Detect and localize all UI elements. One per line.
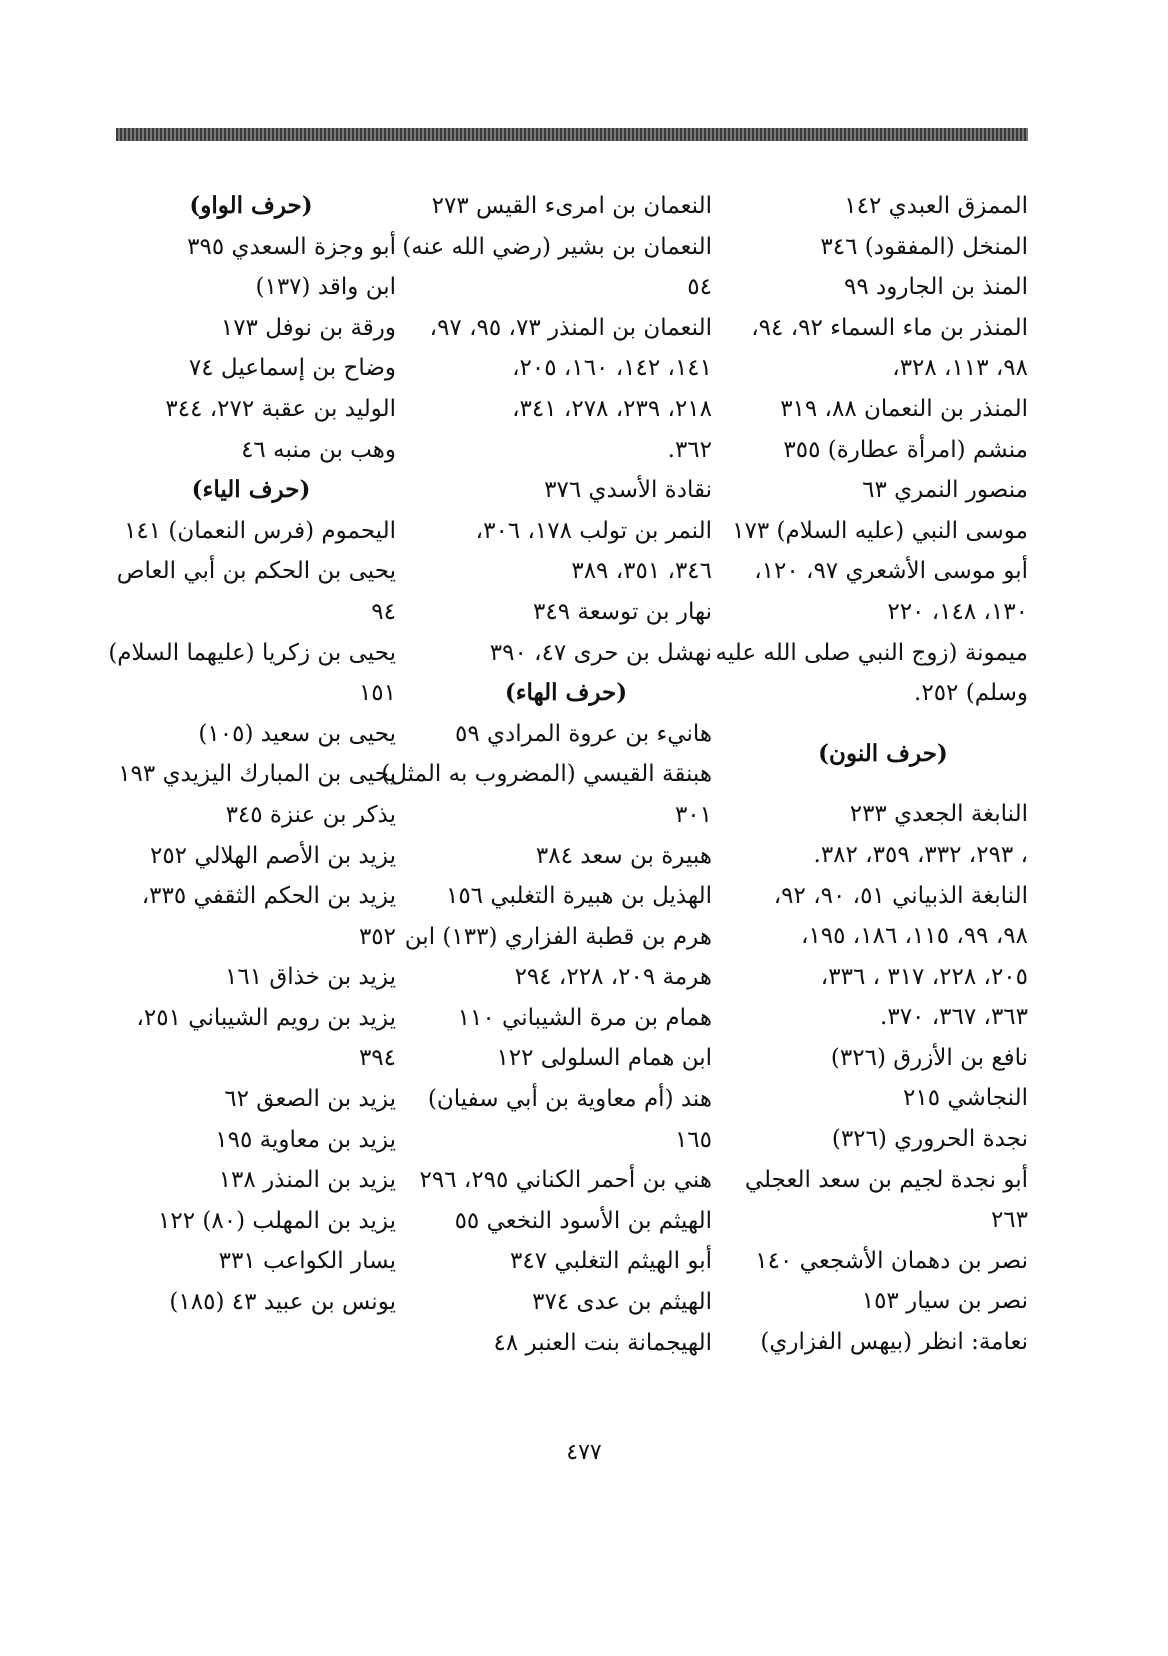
index-entry: منصور النمري ٦٣	[862, 477, 1028, 504]
top-rule	[116, 128, 1028, 141]
index-entry: النابغة الجعدي ٢٣٣	[849, 801, 1028, 828]
spacer	[738, 714, 1028, 734]
index-entry: المنخل (المفقود) ٣٤٦	[820, 233, 1028, 260]
index-entry: يونس بن عبيد ٤٣ (١٨٥)	[169, 1289, 396, 1316]
index-entry: المنذر بن النعمان ٨٨، ٣١٩	[780, 395, 1028, 422]
index-entry: ١٤١، ١٤٢، ١٦٠، ٢٠٥،	[512, 355, 712, 382]
index-entry: نصر بن دهمان الأشجعي ١٤٠	[755, 1247, 1028, 1274]
index-entry: نقادة الأسدي ٣٧٦	[544, 477, 712, 504]
index-entry: وضاح بن إسماعيل ٧٤	[188, 355, 396, 382]
index-entry: هرمة ٢٠٩، ٢٢٨، ٢٩٤	[514, 964, 712, 991]
index-entry: ٣٩٤	[358, 1045, 396, 1072]
index-entry: ابن واقد (١٣٧)	[255, 274, 396, 301]
index-entry: الهيثم بن عدى ٣٧٤	[532, 1289, 712, 1316]
index-entry: يحيى بن زكريا (عليهما السلام)	[108, 639, 396, 666]
index-entry: أبو موسى الأشعري ٩٧، ١٢٠،	[754, 558, 1028, 585]
index-entry: أبو نجدة لجيم بن سعد العجلي	[744, 1166, 1028, 1193]
spacer	[738, 774, 1028, 794]
column-middle	[381, 186, 712, 1363]
index-entry: ٥٤	[687, 274, 712, 301]
index-entry: ١٦٥	[674, 1126, 712, 1153]
index-entry: هبنقة القيسي (المضروب به المثل)	[381, 761, 712, 788]
index-entry: ٢١٨، ٢٣٩، ٢٧٨، ٣٤١،	[512, 395, 712, 422]
index-entry: النمر بن تولب ١٧٨، ٣٠٦،	[475, 517, 712, 544]
index-entry: وسلم) ٢٥٢.	[914, 680, 1028, 707]
index-entry: ميمونة (زوج النبي صلى الله عليه	[715, 639, 1028, 666]
index-entry: ٣٦٣، ٣٦٧، ٣٧٠.	[880, 1004, 1028, 1031]
section-heading: (حرف الهاء)	[504, 679, 628, 707]
index-entry: الهيجمانة بنت العنبر ٤٨	[493, 1329, 712, 1356]
section-heading: (حرف الواو)	[189, 192, 313, 219]
index-entry: يزيد بن خذاق ١٦١	[225, 964, 396, 991]
index-entry: ، ٢٩٣، ٣٣٢، ٣٥٩، ٣٨٢.	[813, 841, 1028, 868]
index-entry: هبيرة بن سعد ٣٨٤	[535, 842, 712, 869]
index-entry: نهشل بن حرى ٤٧، ٣٩٠	[489, 639, 712, 666]
index-entry: يسار الكواعب ٣٣١	[218, 1248, 396, 1275]
index-entry: أبو وجزة السعدي ٣٩٥	[187, 233, 396, 260]
index-entry: هرم بن قطبة الفزاري (١٣٣) ابن	[404, 923, 712, 950]
index-entry: نصر بن سيار ١٥٣	[861, 1288, 1028, 1315]
index-entry: همام بن مرة الشيباني ١١٠	[457, 1004, 712, 1031]
index-entry: يزيد بن المهلب (٨٠) ١٢٢	[158, 1207, 396, 1234]
index-entry: ٣٤٦، ٣٥١، ٣٨٩	[571, 558, 712, 585]
index-entry: نافع بن الأزرق (٣٢٦)	[830, 1044, 1028, 1071]
index-entry: نهار بن توسعة ٣٤٩	[532, 598, 712, 625]
index-entry: ٣٥٢	[358, 923, 396, 950]
index-entry: ١٣٠، ١٤٨، ٢٢٠	[887, 598, 1028, 625]
index-entry: يزيد بن معاوية ١٩٥	[215, 1126, 396, 1153]
index-entry: الوليد بن عقبة ٢٧٢، ٣٤٤	[165, 395, 396, 422]
column-left	[106, 186, 396, 1323]
index-entry: يزيد بن رويم الشيباني ٢٥١،	[136, 1004, 396, 1031]
index-entry: ٩٤	[371, 598, 396, 625]
index-entry: هانيء بن عروة المرادي ٥٩	[455, 720, 712, 747]
index-entry: هني بن أحمر الكناني ٢٩٥، ٢٩٦	[419, 1167, 712, 1194]
page-number: ٤٧٧	[566, 1440, 602, 1465]
index-entry: النجاشي ٢١٥	[902, 1085, 1028, 1112]
index-entry: الهذيل بن هبيرة التغلبي ١٥٦	[445, 883, 712, 910]
index-entry: يزيد بن الأصم الهلالي ٢٥٢	[149, 842, 396, 869]
column-right	[715, 186, 1028, 1363]
index-entry: ورقة بن نوفل ١٧٣	[220, 314, 396, 341]
index-entry: الممزق العبدي ١٤٢	[844, 193, 1028, 219]
index-entry: موسى النبي (عليه السلام) ١٧٣	[732, 517, 1028, 544]
index-entry: ٢٠٥، ٢٢٨، ٣١٧ ، ٣٣٦،	[820, 963, 1028, 990]
index-entry: أبو الهيثم التغلبي ٣٤٧	[509, 1248, 712, 1275]
index-entry: المنذ بن الجارود ٩٩	[844, 274, 1028, 301]
index-entry: ٩٨، ٩٩، ١١٥، ١٨٦، ١٩٥،	[801, 923, 1028, 950]
index-entry: وهب بن منبه ٤٦	[241, 436, 396, 463]
index-entry: ٣٠١	[674, 801, 712, 828]
index-entry: ٩٨، ١١٣، ٣٢٨،	[892, 355, 1028, 382]
index-entry: النعمان بن المنذر ٧٣، ٩٥، ٩٧،	[429, 314, 712, 341]
index-entry: ٣٦٢.	[667, 436, 712, 463]
index-entry: اليحموم (فرس النعمان) ١٤١	[124, 517, 396, 544]
index-entry: نعامة: انظر (بيهس الفزاري)	[760, 1329, 1028, 1356]
index-entry: ١٥١	[358, 680, 396, 707]
index-entry: يزيد بن المنذر ١٣٨	[218, 1167, 396, 1194]
index-entry: يحيى بن الحكم بن أبي العاص	[116, 558, 396, 585]
index-entry: المنذر بن ماء السماء ٩٢، ٩٤،	[751, 314, 1028, 341]
index-entry: الهيثم بن الأسود النخعي ٥٥	[454, 1207, 712, 1234]
index-entry: ٢٦٣	[990, 1207, 1028, 1234]
section-heading: (حرف النون)	[818, 739, 948, 767]
index-entry: هند (أم معاوية بن أبي سفيان)	[427, 1086, 712, 1113]
index-entry: منشم (امرأة عطارة) ٣٥٥	[783, 436, 1028, 463]
index-entry: يحيى بن المبارك اليزيدي ١٩٣	[118, 761, 396, 788]
index-entry: النعمان بن امرىء القيس ٢٧٣	[431, 193, 712, 219]
index-entry: يزيد بن الصعق ٦٢	[224, 1086, 396, 1113]
index-entry: النابغة الذبياني ٥١، ٩٠، ٩٢،	[773, 882, 1028, 909]
index-entry: نجدة الحروري (٣٢٦)	[831, 1126, 1028, 1153]
index-entry: يزيد بن الحكم الثقفي ٣٣٥،	[141, 883, 396, 910]
index-entry: يذكر بن عنزة ٣٤٥	[225, 801, 396, 828]
section-heading: (حرف الياء)	[191, 476, 311, 504]
index-entry: ابن همام السلولى ١٢٢	[496, 1045, 712, 1072]
index-entry: النعمان بن بشير (رضي الله عنه)	[402, 233, 712, 260]
index-entry: يحيى بن سعيد (١٠٥)	[198, 720, 396, 747]
